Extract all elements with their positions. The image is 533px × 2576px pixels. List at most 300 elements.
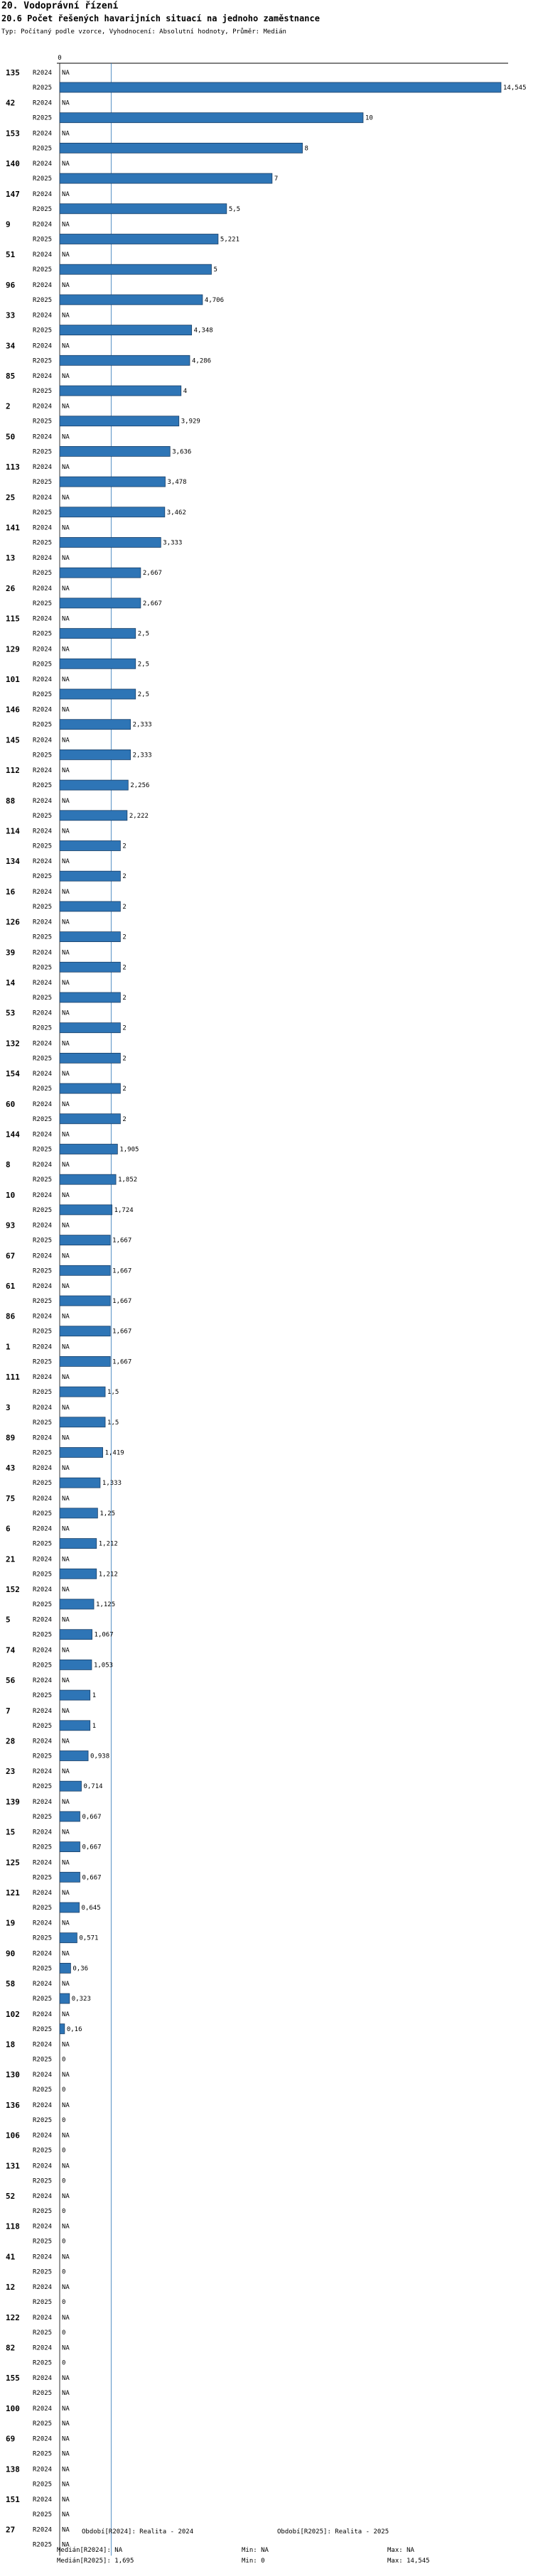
data-label-r2024: NA: [62, 161, 70, 168]
category-label: 39: [6, 948, 16, 958]
series-label-r2025: R2025: [33, 1601, 53, 1608]
series-label-r2024: R2024: [33, 888, 53, 896]
data-label-r2025: 0,36: [72, 1965, 89, 1973]
bar-r2025: [60, 204, 227, 214]
data-label-r2024: NA: [62, 1981, 70, 1988]
data-label-r2025: 0,667: [82, 1874, 102, 1882]
series-label-r2024: R2024: [33, 1374, 53, 1382]
data-label-r2025: 2: [122, 873, 126, 881]
data-label-r2025: 1,5: [107, 1419, 119, 1427]
series-label-r2024: R2024: [33, 1222, 53, 1230]
category-label: 41: [6, 2252, 16, 2262]
data-label-r2024: NA: [62, 1647, 70, 1655]
series-label-r2025: R2025: [33, 933, 53, 941]
data-label-r2025: 7: [274, 175, 279, 183]
series-label-r2024: R2024: [33, 373, 53, 380]
data-label-r2024: NA: [62, 2163, 70, 2170]
series-label-r2024: R2024: [33, 190, 53, 198]
data-label-r2025: 5,5: [228, 205, 241, 213]
bar-r2025: [60, 720, 131, 730]
series-label-r2024: R2024: [33, 2344, 53, 2352]
bar-r2025: [60, 811, 127, 821]
bar-r2025: [60, 598, 141, 608]
category-label: 5: [6, 1615, 11, 1625]
category-label: 43: [6, 1463, 16, 1473]
series-label-r2024: R2024: [33, 494, 53, 502]
category-label: 33: [6, 310, 16, 320]
series-label-r2024: R2024: [33, 251, 53, 259]
series-label-r2024: R2024: [33, 403, 53, 411]
bar-r2025: [60, 1599, 94, 1609]
series-label-r2025: R2025: [33, 752, 53, 759]
chart-description: Typ: Počítaný podle vzorce, Vyhodnocení: Absolutní hodnoty, Průměr: Medián: [1, 28, 286, 36]
series-label-r2024: R2024: [33, 1313, 53, 1321]
data-label-r2024: NA: [62, 251, 70, 259]
category-label: 50: [6, 432, 16, 442]
bar-r2025: [60, 477, 165, 487]
series-label-r2025: R2025: [33, 903, 53, 911]
category-label: 61: [6, 1282, 16, 1291]
bar-r2025: [60, 629, 136, 639]
series-label-r2024: R2024: [33, 1191, 53, 1199]
bar-r2025: [60, 1083, 120, 1093]
category-label: 19: [6, 1918, 16, 1928]
data-label-r2025: NA: [62, 2390, 70, 2398]
category-label: 141: [6, 523, 20, 533]
bar-r2025: [60, 264, 211, 274]
series-label-r2025: R2025: [33, 2390, 53, 2398]
category-label: 135: [6, 68, 20, 77]
series-label-r2024: R2024: [33, 2496, 53, 2504]
series-label-r2024: R2024: [33, 1040, 53, 1048]
data-label-r2024: NA: [62, 2101, 70, 2109]
series-label-r2025: R2025: [33, 2359, 53, 2367]
bar-r2025: [60, 992, 120, 1002]
bar-r2025: [60, 568, 141, 578]
bar-r2025: [60, 82, 501, 92]
series-label-r2024: R2024: [33, 2466, 53, 2474]
bar-r2025: [60, 446, 170, 456]
category-label: 130: [6, 2070, 20, 2080]
data-label-r2025: 0,667: [82, 1844, 102, 1851]
category-label: 138: [6, 2464, 20, 2474]
data-label-r2025: 2,333: [132, 721, 152, 729]
data-label-r2024: NA: [62, 555, 70, 563]
data-label-r2025: 0,938: [90, 1753, 110, 1760]
data-label-r2025: 2,5: [137, 630, 150, 638]
data-label-r2025: 0: [62, 2299, 66, 2307]
category-label: 96: [6, 280, 16, 290]
series-label-r2025: R2025: [33, 296, 53, 304]
data-label-r2024: NA: [62, 2223, 70, 2231]
category-label: 146: [6, 705, 20, 715]
category-label: 23: [6, 1767, 16, 1777]
data-label-r2025: 0: [62, 2359, 66, 2367]
bar-r2025: [60, 1781, 81, 1791]
series-label-r2025: R2025: [33, 1237, 53, 1245]
series-label-r2024: R2024: [33, 555, 53, 563]
data-label-r2025: 10: [365, 114, 373, 122]
series-label-r2024: R2024: [33, 1950, 53, 1958]
series-label-r2025: R2025: [33, 2541, 53, 2549]
data-label-r2025: 1,212: [98, 1571, 118, 1579]
series-label-r2024: R2024: [33, 1768, 53, 1776]
bar-r2025: [60, 1387, 105, 1397]
data-label-r2025: 1,419: [104, 1449, 124, 1457]
category-label: 101: [6, 675, 20, 684]
data-label-r2025: 5,221: [220, 236, 240, 244]
data-label-r2025: 2: [122, 1024, 126, 1032]
data-label-r2025: 0: [62, 2268, 66, 2276]
category-label: 154: [6, 1069, 20, 1079]
category-label: 93: [6, 1221, 16, 1230]
category-label: 82: [6, 2343, 16, 2353]
series-label-r2025: R2025: [33, 1783, 53, 1791]
data-label-r2024: NA: [62, 342, 70, 350]
data-label-r2024: NA: [62, 1283, 70, 1290]
data-label-r2025: 4,286: [191, 357, 212, 365]
series-label-r2024: R2024: [33, 2314, 53, 2322]
series-label-r2024: R2024: [33, 342, 53, 350]
data-label-r2025: 0: [62, 2116, 66, 2124]
data-label-r2025: NA: [62, 2450, 70, 2458]
data-label-r2025: 4,348: [193, 327, 213, 335]
data-label-r2024: NA: [62, 676, 70, 683]
bar-r2025: [60, 962, 120, 972]
data-label-r2025: 2: [122, 1086, 126, 1093]
category-label: 140: [6, 159, 20, 169]
data-label-r2024: NA: [62, 1920, 70, 1927]
bar-r2025: [60, 1235, 110, 1245]
category-label: 139: [6, 1797, 20, 1807]
series-label-r2024: R2024: [33, 2101, 53, 2109]
bar-r2025: [60, 1205, 112, 1215]
bar-r2025: [60, 1963, 70, 1973]
series-label-r2025: R2025: [33, 1055, 53, 1063]
series-label-r2025: R2025: [33, 2329, 53, 2337]
bar-r2025: [60, 659, 136, 669]
bar-r2025: [60, 1872, 80, 1882]
series-label-r2024: R2024: [33, 2193, 53, 2200]
series-label-r2025: R2025: [33, 85, 53, 92]
category-label: 132: [6, 1039, 20, 1049]
data-label-r2025: 1,067: [94, 1631, 114, 1639]
data-label-r2024: NA: [62, 2072, 70, 2079]
data-label-r2024: NA: [62, 828, 70, 835]
data-label-r2024: NA: [62, 1707, 70, 1715]
data-label-r2024: NA: [62, 433, 70, 441]
category-label: 56: [6, 1676, 16, 1686]
bar-r2025: [60, 1721, 90, 1731]
series-label-r2025: R2025: [33, 782, 53, 790]
min-2024-label: Min: NA: [242, 2547, 269, 2554]
bar-r2025: [60, 1478, 100, 1488]
series-label-r2024: R2024: [33, 2011, 53, 2018]
data-label-r2024: NA: [62, 2466, 70, 2474]
x-axis-tick-label: 0: [58, 55, 62, 62]
data-label-r2024: NA: [62, 281, 70, 289]
data-label-r2025: 2: [122, 903, 126, 911]
data-label-r2025: 0: [62, 2177, 66, 2185]
data-label-r2025: 2: [122, 843, 126, 850]
data-label-r2025: 0,323: [71, 1996, 91, 2003]
category-label: 1: [6, 1342, 11, 1352]
series-label-r2024: R2024: [33, 1100, 53, 1108]
bar-r2025: [60, 932, 120, 942]
data-label-r2024: NA: [62, 2405, 70, 2413]
data-label-r2025: 1,25: [99, 1510, 116, 1517]
series-label-r2025: R2025: [33, 995, 53, 1002]
category-label: 51: [6, 250, 16, 260]
data-label-r2024: NA: [62, 373, 70, 380]
data-label-r2024: NA: [62, 221, 70, 229]
data-label-r2025: 1,053: [93, 1662, 114, 1669]
category-label: 125: [6, 1858, 20, 1868]
series-label-r2024: R2024: [33, 1556, 53, 1564]
series-label-r2024: R2024: [33, 797, 53, 805]
category-label: 152: [6, 1585, 20, 1594]
data-label-r2024: NA: [62, 190, 70, 198]
bar-r2025: [60, 1539, 97, 1549]
series-label-r2025: R2025: [33, 1086, 53, 1093]
data-label-r2024: NA: [62, 2496, 70, 2504]
category-label: 153: [6, 129, 20, 139]
category-label: 100: [6, 2403, 20, 2413]
data-label-r2025: NA: [62, 2481, 70, 2489]
series-label-r2025: R2025: [33, 1328, 53, 1336]
series-label-r2024: R2024: [33, 2375, 53, 2383]
data-label-r2025: 1,667: [112, 1267, 132, 1275]
data-label-r2024: NA: [62, 919, 70, 926]
series-label-r2025: R2025: [33, 1510, 53, 1517]
data-label-r2024: NA: [62, 585, 70, 592]
data-label-r2024: NA: [62, 767, 70, 775]
series-label-r2025: R2025: [33, 1722, 53, 1730]
series-label-r2024: R2024: [33, 1677, 53, 1685]
category-label: 136: [6, 2100, 20, 2110]
bar-r2025: [60, 507, 165, 517]
data-label-r2025: 1,667: [112, 1328, 132, 1336]
category-label: 75: [6, 1493, 16, 1503]
series-label-r2024: R2024: [33, 2163, 53, 2170]
series-label-r2025: R2025: [33, 2238, 53, 2246]
chart-subtitle: 20.6 Počet řešených havarijních situací na jednoho zaměstnance: [1, 13, 320, 23]
bar-r2025: [60, 1993, 70, 2003]
data-label-r2024: NA: [62, 130, 70, 138]
series-label-r2025: R2025: [33, 357, 53, 365]
data-label-r2024: NA: [62, 1040, 70, 1048]
data-label-r2025: 0,16: [66, 2025, 82, 2033]
series-label-r2024: R2024: [33, 221, 53, 229]
series-label-r2024: R2024: [33, 676, 53, 683]
series-label-r2025: R2025: [33, 2056, 53, 2064]
series-label-r2024: R2024: [33, 919, 53, 926]
bar-r2025: [60, 2024, 65, 2034]
series-label-r2024: R2024: [33, 767, 53, 775]
category-label: 28: [6, 1736, 16, 1746]
series-label-r2024: R2024: [33, 312, 53, 320]
data-label-r2025: 2,222: [129, 812, 149, 820]
data-label-r2025: 1,125: [96, 1601, 116, 1608]
series-label-r2025: R2025: [33, 1024, 53, 1032]
data-label-r2024: NA: [62, 464, 70, 472]
bar-r2025: [60, 1508, 97, 1518]
data-label-r2025: 0: [62, 2087, 66, 2094]
category-label: 121: [6, 1888, 20, 1898]
data-label-r2024: NA: [62, 1100, 70, 1108]
series-label-r2024: R2024: [33, 1252, 53, 1260]
category-label: 151: [6, 2495, 20, 2504]
data-label-r2025: 2: [122, 995, 126, 1002]
data-label-r2025: 1,724: [114, 1206, 134, 1214]
series-label-r2025: R2025: [33, 1934, 53, 1942]
series-label-r2025: R2025: [33, 630, 53, 638]
min-2025-label: Min: 0: [242, 2558, 265, 2565]
data-label-r2025: 3,636: [172, 448, 192, 456]
bar-r2025: [60, 1356, 110, 1366]
series-label-r2024: R2024: [33, 2435, 53, 2443]
series-label-r2025: R2025: [33, 1176, 53, 1184]
series-label-r2024: R2024: [33, 1495, 53, 1503]
data-label-r2024: NA: [62, 99, 70, 107]
category-label: 106: [6, 2131, 20, 2141]
data-label-r2024: NA: [62, 1162, 70, 1169]
data-label-r2024: NA: [62, 1313, 70, 1321]
bar-r2025: [60, 1448, 103, 1458]
category-label: 111: [6, 1373, 20, 1382]
series-label-r2025: R2025: [33, 1844, 53, 1851]
data-label-r2025: 4: [183, 388, 188, 395]
series-label-r2025: R2025: [33, 266, 53, 274]
period-2024-label: Období[R2024]: Realita - 2024: [82, 2528, 194, 2536]
category-label: 52: [6, 2192, 16, 2201]
data-label-r2024: NA: [62, 1222, 70, 1230]
data-label-r2024: NA: [62, 2193, 70, 2200]
bar-r2025: [60, 1114, 120, 1124]
bar-r2025: [60, 841, 120, 851]
series-label-r2024: R2024: [33, 2253, 53, 2261]
series-label-r2024: R2024: [33, 2526, 53, 2534]
data-label-r2024: NA: [62, 1434, 70, 1442]
bar-r2025: [60, 416, 179, 426]
bar-r2025: [60, 780, 128, 790]
bar-r2025: [60, 749, 131, 759]
data-label-r2024: NA: [62, 1616, 70, 1624]
data-label-r2024: NA: [62, 1525, 70, 1533]
series-label-r2025: R2025: [33, 2511, 53, 2518]
series-label-r2025: R2025: [33, 2299, 53, 2307]
series-label-r2025: R2025: [33, 843, 53, 850]
data-label-r2024: NA: [62, 1495, 70, 1503]
category-label: 129: [6, 644, 20, 654]
series-label-r2025: R2025: [33, 2087, 53, 2094]
series-label-r2025: R2025: [33, 1358, 53, 1366]
category-label: 18: [6, 2040, 16, 2050]
category-label: 112: [6, 766, 20, 776]
bar-r2025: [60, 1417, 105, 1427]
series-label-r2025: R2025: [33, 661, 53, 669]
category-label: 13: [6, 553, 16, 563]
bar-r2025: [60, 143, 303, 153]
bar-r2025: [60, 1265, 110, 1275]
data-label-r2024: NA: [62, 70, 70, 77]
category-label: 115: [6, 614, 20, 624]
series-label-r2024: R2024: [33, 615, 53, 623]
bar-r2025: [60, 1842, 80, 1852]
bar-r2025: [60, 1326, 110, 1336]
series-label-r2024: R2024: [33, 464, 53, 472]
data-label-r2024: NA: [62, 2041, 70, 2049]
series-label-r2024: R2024: [33, 1283, 53, 1290]
data-label-r2025: NA: [62, 2511, 70, 2518]
series-label-r2024: R2024: [33, 1343, 53, 1351]
category-label: 131: [6, 2161, 20, 2171]
data-label-r2024: NA: [62, 1890, 70, 1897]
series-label-r2024: R2024: [33, 1890, 53, 1897]
series-label-r2025: R2025: [33, 1571, 53, 1579]
series-label-r2025: R2025: [33, 2116, 53, 2124]
category-label: 27: [6, 2525, 16, 2535]
data-label-r2025: 1,212: [98, 1540, 118, 1548]
bar-r2025: [60, 689, 136, 699]
series-label-r2025: R2025: [33, 570, 53, 578]
series-label-r2025: R2025: [33, 1631, 53, 1639]
series-label-r2025: R2025: [33, 388, 53, 395]
data-label-r2025: 3,333: [163, 539, 183, 547]
series-label-r2025: R2025: [33, 1753, 53, 1760]
data-label-r2024: NA: [62, 706, 70, 714]
data-label-r2025: 1,667: [112, 1237, 132, 1245]
data-label-r2025: 1,852: [118, 1176, 138, 1184]
data-label-r2025: 2,5: [137, 691, 150, 698]
data-label-r2024: NA: [62, 1465, 70, 1473]
series-label-r2024: R2024: [33, 2284, 53, 2292]
data-label-r2024: NA: [62, 1586, 70, 1593]
data-label-r2024: NA: [62, 1738, 70, 1746]
series-label-r2024: R2024: [33, 737, 53, 745]
series-label-r2024: R2024: [33, 1616, 53, 1624]
series-label-r2024: R2024: [33, 70, 53, 77]
series-label-r2025: R2025: [33, 691, 53, 698]
series-label-r2024: R2024: [33, 1465, 53, 1473]
data-label-r2024: NA: [62, 2344, 70, 2352]
data-label-r2024: NA: [62, 2253, 70, 2261]
category-label: 88: [6, 796, 16, 806]
series-label-r2025: R2025: [33, 2208, 53, 2215]
series-label-r2025: R2025: [33, 1206, 53, 1214]
series-label-r2025: R2025: [33, 2177, 53, 2185]
bar-r2025: [60, 1023, 120, 1033]
bar-r2025: [60, 871, 120, 881]
category-label: 21: [6, 1554, 16, 1564]
data-label-r2025: 2: [122, 964, 126, 972]
series-label-r2024: R2024: [33, 161, 53, 168]
data-label-r2024: NA: [62, 1404, 70, 1412]
data-label-r2025: 1,667: [112, 1298, 132, 1305]
series-label-r2024: R2024: [33, 1162, 53, 1169]
category-label: 102: [6, 2009, 20, 2019]
bar-r2025: [60, 538, 161, 548]
data-label-r2024: NA: [62, 403, 70, 411]
data-label-r2024: NA: [62, 615, 70, 623]
series-label-r2025: R2025: [33, 2147, 53, 2155]
series-label-r2025: R2025: [33, 1965, 53, 1973]
category-label: 53: [6, 1008, 16, 1018]
data-label-r2025: 3,929: [181, 418, 200, 426]
series-label-r2025: R2025: [33, 2420, 53, 2428]
series-label-r2024: R2024: [33, 1525, 53, 1533]
series-label-r2025: R2025: [33, 964, 53, 972]
